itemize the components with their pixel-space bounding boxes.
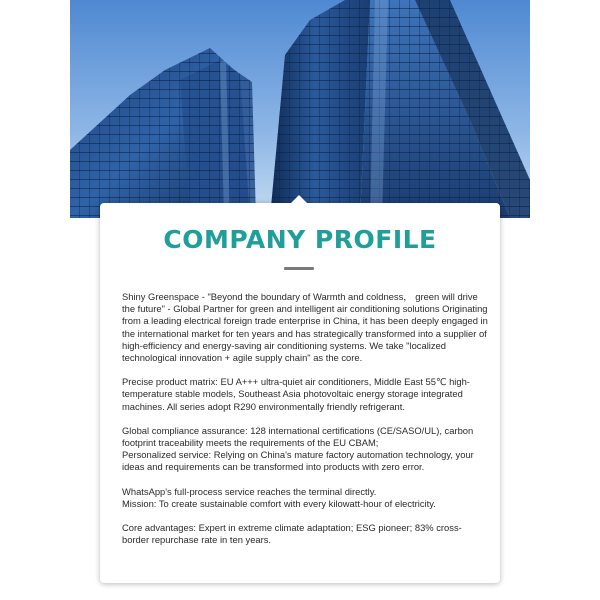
company-profile-card [100, 203, 500, 583]
profile-paragraph-products [122, 376, 488, 413]
profile-paragraph-intro [122, 291, 488, 364]
profile-body [122, 291, 488, 558]
card-pointer [290, 195, 308, 204]
profile-text: Shiny Greenspace - "Beyond the boundary of Warmth and coldness， green will drive the future" - Global Partner for green and intelligent air conditioning solutions Originating from a leading electrical foreign trade enterprise in China, it has been deeply engaged in the international market for ten years and has strategically transformed into a supplier of high-efficiency and energy-saving air conditioning systems. We take "localized technological innovation + agile supply chain" as the core. [122, 291, 488, 364]
skyscraper-photo-icon [70, 0, 530, 218]
profile-text: Global compliance assurance: 128 international certifications (CE/SASO/UL), carbon footprint traceability meets the requirements of the EU CBAM; [122, 424, 474, 449]
profile-text: Personalized service: Relying on China's mature factory automation technology, your ideas and requirements can be transformed into products with zero error. [122, 449, 474, 473]
profile-text: Core advantages: Expert in extreme climate adaptation; ESG pioneer; 83% cross-border repurchase rate in ten years. [122, 522, 462, 546]
profile-text: Precise product matrix: EU A+++ ultra-quiet air conditioners, Middle East 55℃ high-temperature stable models, Southeast Asia photovoltaic energy storage integrated machines. All series adopt R290 environmentally friendly refrigerant. [122, 376, 470, 412]
hero-skyscraper-photo [70, 0, 530, 218]
title-divider [284, 267, 314, 270]
profile-paragraph-mission [122, 486, 488, 510]
profile-paragraph-advantages [122, 522, 488, 546]
page-title: COMPANY PROFILE [163, 225, 437, 254]
profile-text: Mission: To create sustainable comfort with every kilowatt-hour of electricity. [122, 497, 436, 509]
profile-paragraph-compliance [122, 425, 488, 474]
profile-text: WhatsApp's full-process service reaches the terminal directly. [122, 485, 377, 497]
